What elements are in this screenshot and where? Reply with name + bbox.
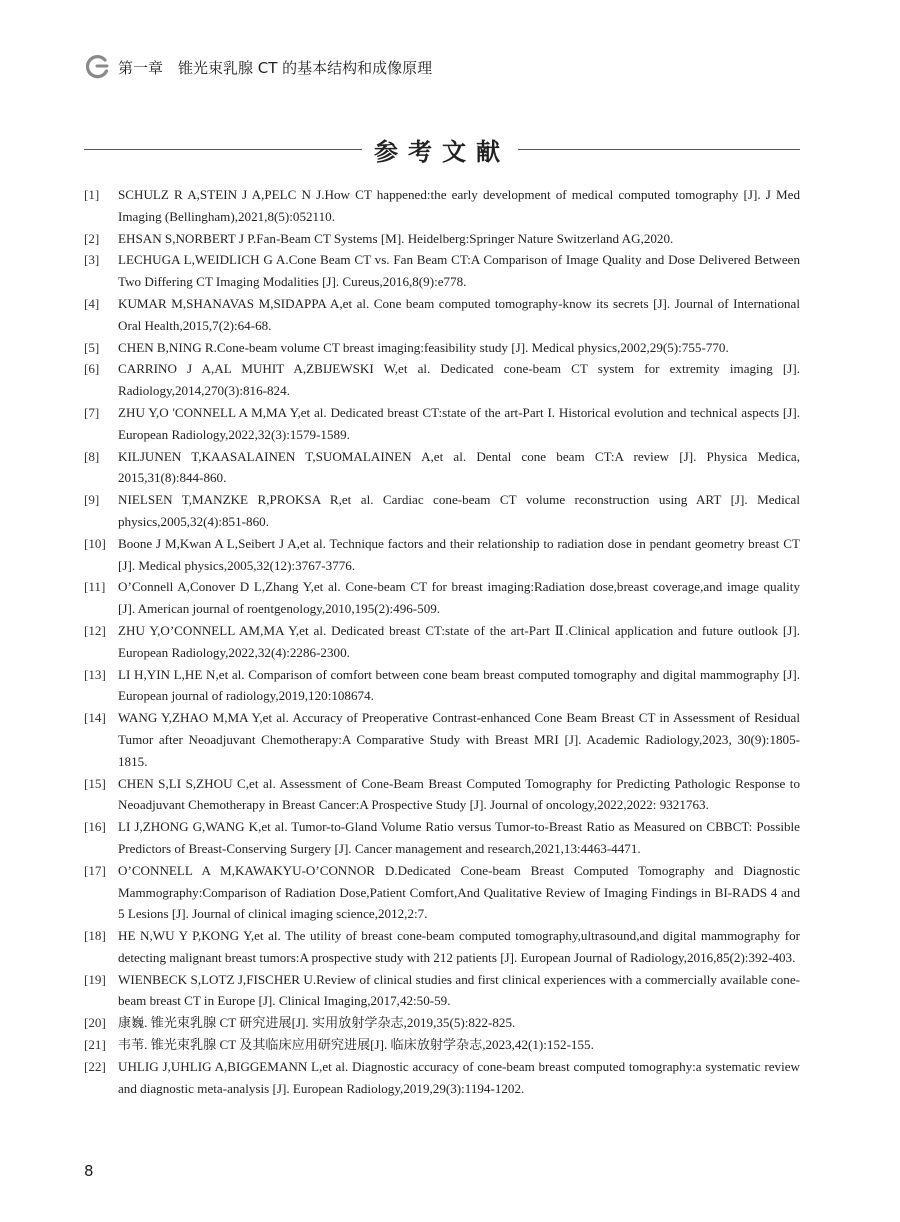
reference-number: [3] xyxy=(84,252,100,268)
reference-list xyxy=(84,184,800,1099)
reference-number: [12] xyxy=(84,622,106,638)
reference-text: ZHU Y,O 'CONNELL A M,MA Y,et al. Dedicated breast CT:state of the art-Part I. Historical evolution and technical aspects [J]. European Radiology,2022,32(3):1579-1589. xyxy=(118,404,800,442)
heading-title: 参考文献 xyxy=(374,137,510,166)
reference-text: SCHULZ R A,STEIN J A,PELC N J.How CT happened:the early development of medical computed tomography [J]. J Med Imaging (Bellingham),2021,8(5):052110. xyxy=(118,187,800,224)
reference-text: LECHUGA L,WEIDLICH G A.Cone Beam CT vs. Fan Beam CT:A Comparison of Image Quality and Dose Delivered Between Two Differing CT Imaging Modalities [J]. Cureus,2016,8(9):e778. xyxy=(118,252,800,290)
reference-number: [11] xyxy=(84,579,106,595)
reference-number: [16] xyxy=(84,819,106,835)
reference-number: [10] xyxy=(84,535,106,551)
reference-item xyxy=(84,773,800,817)
reference-text: KUMAR M,SHANAVAS M,SIDAPPA A,et al. Cone beam computed tomography-know its secrets [J]. Journal of International Oral Health,2015,7(2):64-68. xyxy=(118,295,800,333)
chapter-logo-icon xyxy=(84,54,110,80)
reference-text: UHLIG J,UHLIG A,BIGGEMANN L,et al. Diagnostic accuracy of cone-beam breast computed tomography:a systematic review and diagnostic meta-analysis [J]. European Radiology,2019,29(3):1194-1202. xyxy=(118,1058,800,1096)
reference-item xyxy=(84,293,800,337)
reference-item xyxy=(84,860,800,925)
reference-text: O’Connell A,Conover D L,Zhang Y,et al. Cone-beam CT for breast imaging:Radiation dose,breast coverage,and image quality [J]. American journal of roentgenology,2010,195(2):496-509. xyxy=(118,579,800,617)
reference-item xyxy=(84,664,800,708)
reference-text: CHEN B,NING R.Cone-beam volume CT breast imaging:feasibility study [J]. Medical physics,2002,29(5):755-770. xyxy=(118,339,729,355)
reference-item xyxy=(84,402,800,446)
reference-text: CHEN S,LI S,ZHOU C,et al. Assessment of Cone-Beam Breast Computed Tomography for Predicting Pathologic Response to Neoadjuvant Chemotherapy in Breast Cancer:A Prospective Study [J]. Journal of oncology,2022,2022: 9321763. xyxy=(118,775,800,813)
reference-number: [19] xyxy=(84,971,106,987)
reference-text: WANG Y,ZHAO M,MA Y,et al. Accuracy of Preoperative Contrast-enhanced Cone Beam Breast CT in Assessment of Residual Tumor after Neoadjuvant Chemotherapy:A Comparative Study with Breast MRI [J]. Academic Radiology,2023, 30(9):1805-1815. xyxy=(118,710,800,769)
heading-rule-left xyxy=(84,149,362,150)
reference-item xyxy=(84,576,800,620)
reference-item xyxy=(84,1012,800,1034)
reference-number: [7] xyxy=(84,404,100,420)
reference-item xyxy=(84,925,800,969)
reference-number: [9] xyxy=(84,492,100,508)
reference-number: [18] xyxy=(84,928,106,944)
reference-number: [5] xyxy=(84,339,100,355)
reference-item xyxy=(84,969,800,1013)
reference-item xyxy=(84,249,800,293)
reference-text: CARRINO J A,AL MUHIT A,ZBIJEWSKI W,et al. Dedicated cone-beam CT system for extremity imaging [J]. Radiology,2014,270(3):816-824. xyxy=(118,361,800,399)
reference-text: 康巍. 锥光束乳腺 CT 研究进展[J]. 实用放射学杂志,2019,35(5):822-825. xyxy=(118,1015,516,1031)
reference-item xyxy=(84,228,800,250)
reference-item xyxy=(84,337,800,359)
reference-text: Boone J M,Kwan A L,Seibert J A,et al. Technique factors and their relationship to radiation dose in pendant geometry breast CT [J]. Medical physics,2005,32(12):3767-3776. xyxy=(118,535,800,573)
reference-text: O’CONNELL A M,KAWAKYU-O’CONNOR D.Dedicated Cone-beam Breast Computed Tomography and Diagnostic Mammography:Comparison of Radiation Dose,Patient Comfort,And Qualitative Review of Imaging Findings in BI-RADS 4 and 5 Lesions [J]. Journal of clinical imaging science,2012,2:7. xyxy=(118,862,800,922)
reference-item xyxy=(84,707,800,772)
section-heading xyxy=(84,132,800,166)
reference-number: [2] xyxy=(84,230,100,246)
reference-item xyxy=(84,489,800,533)
reference-text: 韦苇. 锥光束乳腺 CT 及其临床应用研究进展[J]. 临床放射学杂志,2023,42(1):152-155. xyxy=(118,1037,594,1053)
reference-text: KILJUNEN T,KAASALAINEN T,SUOMALAINEN A,et al. Dental cone beam CT:A review [J]. Physica Medica, 2015,31(8):844-860. xyxy=(118,448,800,486)
reference-item xyxy=(84,620,800,664)
reference-text: HE N,WU Y P,KONG Y,et al. The utility of breast cone-beam computed tomography,ultrasound,and digital mammography for detecting malignant breast tumors:A prospective study with 212 patients [J]. European Journal of Radiology,2016,85(2):392-403. xyxy=(118,928,800,965)
reference-item xyxy=(84,1034,800,1056)
reference-number: [6] xyxy=(84,361,100,377)
reference-item xyxy=(84,358,800,402)
page-number: 8 xyxy=(84,1162,94,1180)
reference-number: [17] xyxy=(84,862,106,878)
reference-number: [4] xyxy=(84,295,100,311)
chapter-title: 第一章 锥光束乳腺 CT 的基本结构和成像原理 xyxy=(118,59,433,77)
reference-text: NIELSEN T,MANZKE R,PROKSA R,et al. Cardiac cone-beam CT volume reconstruction using ART [J]. Medical physics,2005,32(4):851-860. xyxy=(118,492,800,529)
reference-text: LI J,ZHONG G,WANG K,et al. Tumor-to-Gland Volume Ratio versus Tumor-to-Breast Ratio as Measured on CBBCT: Possible Predictors of Breast-Conserving Surgery [J]. Cancer management and research,2021,13:4463-4471. xyxy=(118,819,800,856)
reference-number: [15] xyxy=(84,775,106,791)
reference-item xyxy=(84,184,800,228)
reference-number: [1] xyxy=(84,187,100,202)
reference-number: [14] xyxy=(84,710,106,726)
reference-number: [8] xyxy=(84,448,100,464)
reference-item xyxy=(84,816,800,860)
reference-text: LI H,YIN L,HE N,et al. Comparison of comfort between cone beam breast computed tomography and digital mammography [J]. European journal of radiology,2019,120:108674. xyxy=(118,666,800,704)
reference-number: [21] xyxy=(84,1037,106,1053)
running-header xyxy=(84,52,800,82)
heading-rule-right xyxy=(518,149,800,150)
reference-number: [13] xyxy=(84,666,106,682)
reference-text: EHSAN S,NORBERT J P.Fan-Beam CT Systems [M]. Heidelberg:Springer Nature Switzerland AG,2020. xyxy=(118,230,674,246)
reference-text: WIENBECK S,LOTZ J,FISCHER U.Review of clinical studies and first clinical experiences with a commercially available cone-beam breast CT in Europe [J]. Clinical Imaging,2017,42:50-59. xyxy=(118,971,800,1009)
reference-number: [20] xyxy=(84,1015,106,1031)
reference-item xyxy=(84,533,800,577)
reference-number: [22] xyxy=(84,1058,106,1074)
reference-item xyxy=(84,1056,800,1100)
reference-text: ZHU Y,O’CONNELL AM,MA Y,et al. Dedicated breast CT:state of the art-Part Ⅱ.Clinical application and future outlook [J]. European Radiology,2022,32(4):2286-2300. xyxy=(118,622,800,660)
reference-item xyxy=(84,446,800,490)
